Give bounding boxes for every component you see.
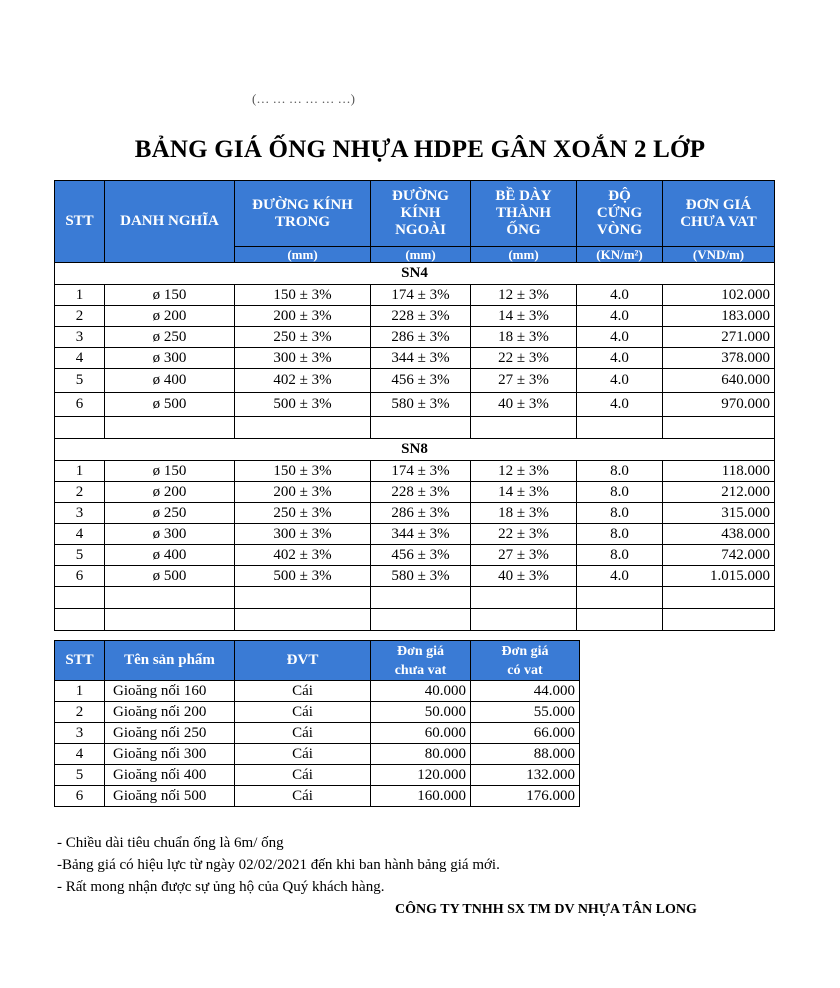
cell-chua-vat: 50.000	[371, 702, 471, 723]
cell-duong-kinh-ngoai: 228 ± 3%	[371, 482, 471, 503]
cell-chua-vat: 60.000	[371, 723, 471, 744]
cell-stt: 5	[55, 369, 105, 393]
blank-cell	[371, 587, 471, 609]
cell-duong-kinh-ngoai: 286 ± 3%	[371, 503, 471, 524]
col-header-do-cung-text: ĐỘ CỨNG VÒNG	[596, 188, 643, 238]
cell-stt: 4	[55, 744, 105, 765]
cell-duong-kinh-trong: 402 ± 3%	[235, 369, 371, 393]
cell-be-day: 14 ± 3%	[471, 306, 577, 327]
cell-be-day: 14 ± 3%	[471, 482, 577, 503]
cell-stt: 3	[55, 723, 105, 744]
blank-cell	[371, 417, 471, 439]
cell-stt: 5	[55, 765, 105, 786]
blank-cell	[55, 609, 105, 631]
cell-co-vat: 66.000	[471, 723, 580, 744]
cell-duong-kinh-trong: 300 ± 3%	[235, 524, 371, 545]
pipe-price-table	[54, 180, 775, 631]
cell-dvt: Cái	[235, 786, 371, 807]
page-title: BẢNG GIÁ ỐNG NHỰA HDPE GÂN XOẮN 2 LỚP	[134, 136, 706, 163]
acc-header-chua-vat	[371, 641, 471, 681]
blank-cell	[235, 587, 371, 609]
unit-don-gia: (VND/m)	[663, 247, 775, 263]
cell-ten-san-pham: Gioăng nối 160	[105, 681, 235, 702]
cell-do-cung: 4.0	[577, 393, 663, 417]
cell-danh-nghia: ø 500	[105, 393, 235, 417]
cell-co-vat: 44.000	[471, 681, 580, 702]
blank-cell	[577, 587, 663, 609]
blank-cell	[663, 417, 775, 439]
col-header-don-gia	[663, 181, 775, 247]
section-row	[55, 439, 775, 461]
cell-duong-kinh-ngoai: 174 ± 3%	[371, 461, 471, 482]
cell-dvt: Cái	[235, 765, 371, 786]
acc-header-stt: STT	[55, 641, 105, 681]
table-row	[55, 327, 775, 348]
cell-danh-nghia: ø 150	[105, 285, 235, 306]
table-row	[55, 461, 775, 482]
cell-chua-vat: 80.000	[371, 744, 471, 765]
cell-be-day: 40 ± 3%	[471, 566, 577, 587]
table-row	[55, 503, 775, 524]
table-row	[55, 744, 580, 765]
blank-cell	[577, 417, 663, 439]
cell-duong-kinh-trong: 250 ± 3%	[235, 327, 371, 348]
cell-don-gia: 970.000	[663, 393, 775, 417]
blank-cell	[235, 417, 371, 439]
cell-danh-nghia: ø 250	[105, 503, 235, 524]
cell-stt: 3	[55, 503, 105, 524]
cell-don-gia: 742.000	[663, 545, 775, 566]
cell-co-vat: 55.000	[471, 702, 580, 723]
cell-chua-vat: 40.000	[371, 681, 471, 702]
blank-cell	[105, 609, 235, 631]
cell-duong-kinh-trong: 500 ± 3%	[235, 393, 371, 417]
cell-don-gia: 315.000	[663, 503, 775, 524]
table-row	[55, 681, 580, 702]
cell-duong-kinh-trong: 402 ± 3%	[235, 545, 371, 566]
cropped-header-text: (… … … … … …)	[252, 91, 355, 106]
cell-dvt: Cái	[235, 681, 371, 702]
cropped-header-line	[252, 91, 502, 108]
cell-stt: 3	[55, 327, 105, 348]
cell-do-cung: 4.0	[577, 369, 663, 393]
cell-don-gia: 378.000	[663, 348, 775, 369]
table-row	[55, 545, 775, 566]
cell-duong-kinh-ngoai: 286 ± 3%	[371, 327, 471, 348]
blank-cell	[577, 609, 663, 631]
cell-duong-kinh-ngoai: 174 ± 3%	[371, 285, 471, 306]
section-label: SN4	[55, 263, 775, 285]
cell-dvt: Cái	[235, 702, 371, 723]
blank-row	[55, 587, 775, 609]
cell-duong-kinh-ngoai: 580 ± 3%	[371, 393, 471, 417]
cell-stt: 4	[55, 524, 105, 545]
cell-stt: 1	[55, 681, 105, 702]
cell-be-day: 22 ± 3%	[471, 348, 577, 369]
cell-be-day: 12 ± 3%	[471, 285, 577, 306]
unit-do-cung: (KN/m²)	[577, 247, 663, 263]
company-name: CÔNG TY TNHH SX TM DV NHỰA TÂN LONG	[395, 902, 697, 917]
cell-duong-kinh-trong: 150 ± 3%	[235, 461, 371, 482]
cell-duong-kinh-ngoai: 344 ± 3%	[371, 348, 471, 369]
blank-cell	[471, 417, 577, 439]
blank-cell	[105, 587, 235, 609]
cell-stt: 1	[55, 461, 105, 482]
notes-block	[57, 832, 500, 898]
cell-ten-san-pham: Gioăng nối 200	[105, 702, 235, 723]
cell-chua-vat: 160.000	[371, 786, 471, 807]
cell-duong-kinh-ngoai: 580 ± 3%	[371, 566, 471, 587]
table-row	[55, 369, 775, 393]
col-header-duong-kinh-ngoai-text: ĐƯỜNG KÍNH NGOÀI	[392, 188, 449, 238]
col-header-stt: STT	[55, 181, 105, 263]
cell-stt: 2	[55, 482, 105, 503]
cell-duong-kinh-ngoai: 456 ± 3%	[371, 369, 471, 393]
cell-stt: 2	[55, 306, 105, 327]
blank-cell	[105, 417, 235, 439]
cell-do-cung: 8.0	[577, 524, 663, 545]
cell-be-day: 40 ± 3%	[471, 393, 577, 417]
acc-header-co-vat-text: Đơn giá có vat	[501, 643, 549, 678]
cell-be-day: 27 ± 3%	[471, 369, 577, 393]
cell-do-cung: 4.0	[577, 285, 663, 306]
cell-stt: 5	[55, 545, 105, 566]
blank-cell	[55, 587, 105, 609]
blank-cell	[663, 609, 775, 631]
acc-header-ten: Tên sản phẩm	[105, 641, 235, 681]
table-row	[55, 348, 775, 369]
table-row	[55, 723, 580, 744]
cell-do-cung: 8.0	[577, 482, 663, 503]
col-header-danh-nghia: DANH NGHĨA	[105, 181, 235, 263]
cell-stt: 2	[55, 702, 105, 723]
col-header-do-cung	[577, 181, 663, 247]
note-line: -Bảng giá có hiệu lực từ ngày 02/02/2021 đến khi ban hành bảng giá mới.	[57, 857, 500, 873]
cell-co-vat: 176.000	[471, 786, 580, 807]
cell-do-cung: 4.0	[577, 327, 663, 348]
section-row	[55, 263, 775, 285]
cell-danh-nghia: ø 400	[105, 369, 235, 393]
table-row	[55, 524, 775, 545]
cell-dvt: Cái	[235, 744, 371, 765]
cell-co-vat: 88.000	[471, 744, 580, 765]
cell-danh-nghia: ø 500	[105, 566, 235, 587]
cell-chua-vat: 120.000	[371, 765, 471, 786]
blank-cell	[663, 587, 775, 609]
cell-danh-nghia: ø 250	[105, 327, 235, 348]
pipe-table-body	[55, 263, 775, 631]
cell-stt: 6	[55, 393, 105, 417]
cell-do-cung: 4.0	[577, 566, 663, 587]
acc-header-co-vat	[471, 641, 580, 681]
cell-duong-kinh-trong: 300 ± 3%	[235, 348, 371, 369]
cell-don-gia: 271.000	[663, 327, 775, 348]
unit-be-day: (mm)	[471, 247, 577, 263]
col-header-duong-kinh-trong	[235, 181, 371, 247]
cell-be-day: 18 ± 3%	[471, 503, 577, 524]
blank-cell	[235, 609, 371, 631]
table-row	[55, 482, 775, 503]
cell-duong-kinh-trong: 200 ± 3%	[235, 306, 371, 327]
cell-don-gia: 212.000	[663, 482, 775, 503]
cell-don-gia: 1.015.000	[663, 566, 775, 587]
table-row	[55, 566, 775, 587]
cell-stt: 6	[55, 786, 105, 807]
table-row	[55, 285, 775, 306]
cell-duong-kinh-ngoai: 456 ± 3%	[371, 545, 471, 566]
note-line: - Chiều dài tiêu chuẩn ống là 6m/ ống	[57, 835, 284, 851]
unit-duong-kinh-ngoai: (mm)	[371, 247, 471, 263]
cell-do-cung: 8.0	[577, 503, 663, 524]
cell-duong-kinh-trong: 500 ± 3%	[235, 566, 371, 587]
cell-stt: 4	[55, 348, 105, 369]
cell-danh-nghia: ø 300	[105, 524, 235, 545]
cell-be-day: 12 ± 3%	[471, 461, 577, 482]
cell-danh-nghia: ø 150	[105, 461, 235, 482]
cell-co-vat: 132.000	[471, 765, 580, 786]
cell-danh-nghia: ø 300	[105, 348, 235, 369]
cell-be-day: 18 ± 3%	[471, 327, 577, 348]
cell-be-day: 22 ± 3%	[471, 524, 577, 545]
cell-ten-san-pham: Gioăng nối 500	[105, 786, 235, 807]
cell-danh-nghia: ø 200	[105, 306, 235, 327]
col-header-be-day	[471, 181, 577, 247]
cell-stt: 6	[55, 566, 105, 587]
cell-don-gia: 640.000	[663, 369, 775, 393]
accessory-price-table	[54, 640, 580, 807]
table-row	[55, 393, 775, 417]
cell-ten-san-pham: Gioăng nối 300	[105, 744, 235, 765]
cell-duong-kinh-trong: 250 ± 3%	[235, 503, 371, 524]
col-header-duong-kinh-ngoai	[371, 181, 471, 247]
col-header-don-gia-text: ĐƠN GIÁ CHƯA VAT	[680, 196, 757, 230]
blank-cell	[55, 417, 105, 439]
acc-header-chua-vat-text: Đơn giá chưa vat	[394, 643, 447, 678]
cell-don-gia: 183.000	[663, 306, 775, 327]
blank-cell	[471, 587, 577, 609]
col-header-be-day-text: BỀ DÀY THÀNH ỐNG	[495, 188, 552, 238]
acc-header-dvt: ĐVT	[235, 641, 371, 681]
blank-row	[55, 609, 775, 631]
table-row	[55, 306, 775, 327]
cell-duong-kinh-trong: 150 ± 3%	[235, 285, 371, 306]
cell-do-cung: 8.0	[577, 461, 663, 482]
note-line: - Rất mong nhận được sự ủng hộ của Quý khách hàng.	[57, 879, 385, 895]
cell-ten-san-pham: Gioăng nối 400	[105, 765, 235, 786]
table-row	[55, 765, 580, 786]
cell-danh-nghia: ø 400	[105, 545, 235, 566]
unit-duong-kinh-trong: (mm)	[235, 247, 371, 263]
cell-dvt: Cái	[235, 723, 371, 744]
cell-be-day: 27 ± 3%	[471, 545, 577, 566]
accessory-table-body	[55, 681, 580, 807]
table-row	[55, 786, 580, 807]
blank-cell	[371, 609, 471, 631]
cell-do-cung: 4.0	[577, 348, 663, 369]
cell-don-gia: 118.000	[663, 461, 775, 482]
cell-ten-san-pham: Gioăng nối 250	[105, 723, 235, 744]
cell-stt: 1	[55, 285, 105, 306]
col-header-duong-kinh-trong-text: ĐƯỜNG KÍNH TRONG	[252, 196, 353, 230]
section-label: SN8	[55, 439, 775, 461]
cell-duong-kinh-ngoai: 344 ± 3%	[371, 524, 471, 545]
cell-don-gia: 438.000	[663, 524, 775, 545]
cell-duong-kinh-trong: 200 ± 3%	[235, 482, 371, 503]
cell-do-cung: 8.0	[577, 545, 663, 566]
table-row	[55, 702, 580, 723]
cell-do-cung: 4.0	[577, 306, 663, 327]
cell-don-gia: 102.000	[663, 285, 775, 306]
blank-row	[55, 417, 775, 439]
cell-danh-nghia: ø 200	[105, 482, 235, 503]
cell-duong-kinh-ngoai: 228 ± 3%	[371, 306, 471, 327]
blank-cell	[471, 609, 577, 631]
